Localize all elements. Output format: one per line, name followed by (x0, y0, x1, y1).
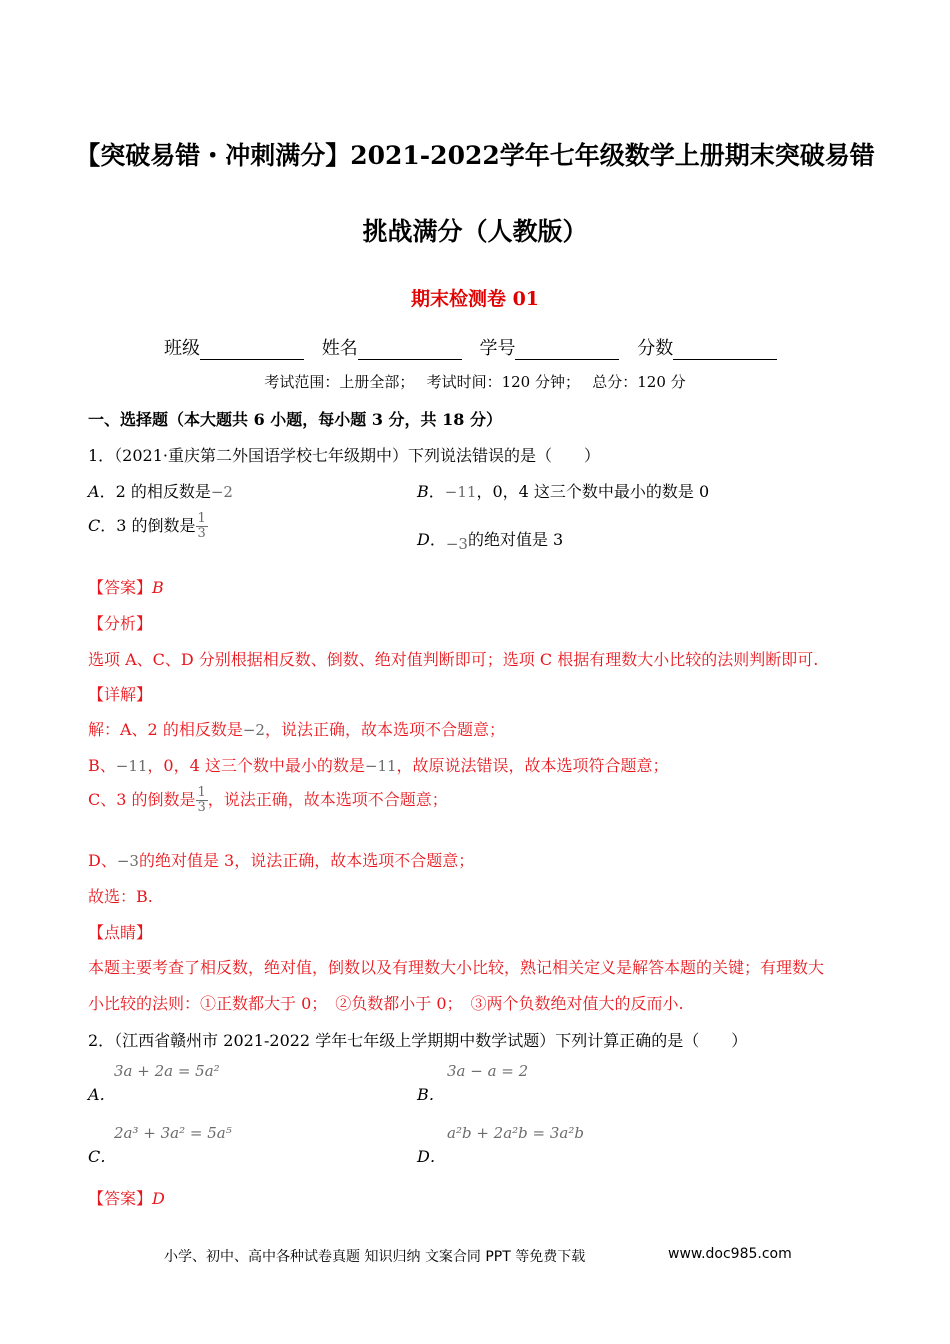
q1-detail-tag: 【详解】 (88, 685, 153, 704)
q1-analysis-tag: 【分析】 (88, 614, 153, 633)
q2-option-c (88, 1124, 232, 1167)
q1-option-d: D．−3的绝对值是 3 (417, 530, 564, 553)
q2-option-a (88, 1062, 220, 1105)
q1-c-text: ．3 的倒数是 (100, 516, 196, 535)
q1-detail-fraction: $\frac{1}{3}$ (197, 785, 206, 815)
q2-c-math: 2a³ + 3a² = 5a⁵ (114, 1124, 232, 1142)
q1-detail-line-1: 解：A、2 的相反数是−2，说法正确，故本选项不合题意； (88, 720, 505, 739)
footer-text: 小学、初中、高中各种试卷真题 知识归纳 文案合同 PPT 等免费下载 (164, 1249, 586, 1265)
q1-stem: 1．（2021·重庆第二外国语学校七年级期中）下列说法错误的是（ ） (88, 446, 600, 465)
q1-d-math: −3 (445, 535, 468, 553)
q1-c-label: C (88, 516, 101, 535)
q1-analysis-text: 选项 A、C、D 分别根据相反数、倒数、绝对值判断即可；选项 C 根据有理数大小比较的法则判断即可. (88, 650, 819, 669)
title-line-2: 挑战满分（人教版） (362, 217, 588, 246)
q2-b-label: B． (417, 1085, 445, 1104)
q1-detail-line-4: D、−3的绝对值是 3，说法正确，故本选项不合题意； (88, 851, 475, 870)
student-info-row (164, 334, 777, 360)
q1-point-tag: 【点睛】 (88, 923, 153, 942)
q1-point-line-1: 本题主要考查了相反数，绝对值，倒数以及有理数大小比较，熟记相关定义是解答本题的关键；有理数大 (88, 958, 825, 977)
q1-answer: 【答案】B (88, 578, 164, 597)
q1-detail-line-2: B、−11，0，4 这三个数中最小的数是−11，故原说法错误，故本选项符合题意； (88, 756, 669, 775)
q2-b-math: 3a − a = 2 (447, 1062, 529, 1080)
q2-c-label: C． (88, 1147, 117, 1166)
q1-option-c (88, 512, 208, 541)
q2-a-math: 3a + 2a = 5a² (114, 1062, 220, 1080)
q2-d-math: a²b + 2a²b = 3a²b (447, 1124, 584, 1142)
q1-b-label: B (417, 482, 429, 501)
score-label: 分数 (637, 338, 674, 359)
q2-option-d (417, 1124, 584, 1167)
name-field (358, 343, 462, 360)
score-field (673, 343, 777, 360)
q2-d-label: D． (417, 1147, 446, 1166)
q2-stem: 2．（江西省赣州市 2021-2022 学年七年级上学期期中数学试题）下列计算正确的是（ ） (88, 1031, 748, 1050)
q1-d-text: 的绝对值是 3 (467, 530, 564, 549)
exam-subtitle: 期末检测卷 01 (410, 288, 540, 310)
section-heading: 一、选择题（本大题共 6 小题，每小题 3 分，共 18 分） (88, 410, 502, 429)
id-field (515, 343, 619, 360)
class-label: 班级 (164, 338, 200, 359)
footer-url-link[interactable]: www.doc985.com (668, 1246, 792, 1262)
q1-detail-line-5: 故选：B. (88, 887, 153, 906)
q1-detail-line-3: C、3 的倒数是 $\frac{1}{3}$ ，说法正确，故本选项不合题意； (88, 785, 448, 815)
q2-a-label: A． (88, 1085, 116, 1104)
name-label: 姓名 (321, 338, 358, 359)
exam-scope-line: 考试范围：上册全部； 考试时间：120 分钟； 总分：120 分 (264, 373, 686, 391)
q1-point-line-2: 小比较的法则：①正数都大于 0； ②负数都小于 0； ③两个负数绝对值大的反而小. (88, 994, 684, 1013)
class-field (200, 343, 304, 360)
q1-option-a (88, 479, 233, 502)
title-line-1: 【突破易错・冲刺满分】2021-2022学年七年级数学上册期末突破易错 (75, 141, 875, 170)
q1-option-b: B．−11，0，4 这三个数中最小的数是 0 (417, 482, 710, 501)
q1-a-label: A (88, 482, 100, 501)
q1-c-fraction: $\frac{1}{3}$ (197, 511, 206, 541)
q2-answer: 【答案】D (88, 1189, 165, 1208)
q1-b-math: −11 (444, 483, 477, 501)
q2-option-b (417, 1062, 528, 1105)
q1-d-label: D (417, 530, 430, 549)
id-label: 学号 (479, 338, 516, 359)
q1-a-text: ．2 的相反数是 (99, 482, 211, 501)
q1-a-math: −2 (210, 483, 233, 501)
q1-b-text: ，0，4 这三个数中最小的数是 0 (476, 482, 710, 501)
